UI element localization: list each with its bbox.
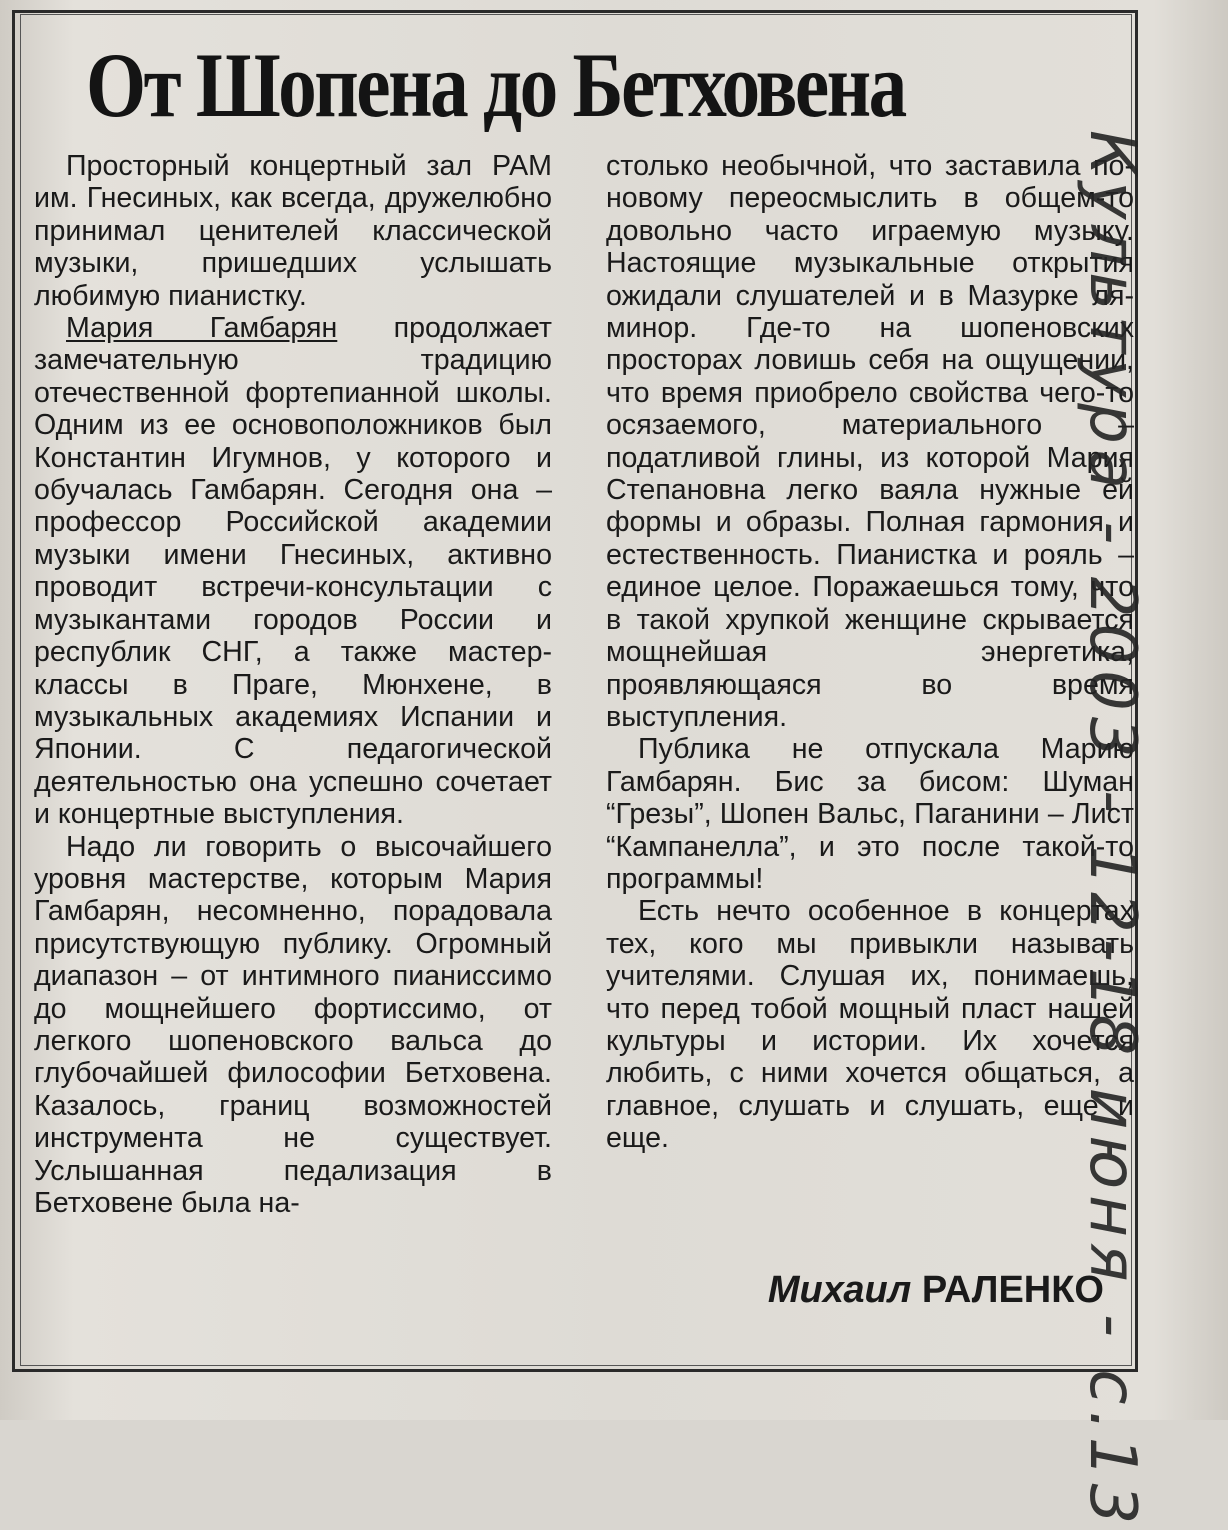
- paragraph-biography: [34, 312, 552, 831]
- article-headline: От Шопена до Бетховена: [86, 34, 905, 136]
- paragraph-biography-text: продолжает замечательную традицию отечественной фортепианной школы. Одним из ее основоположников был Константин Игумнов, у которого и обучалась Гамбарян. Сегодня она – профессор Российской академии музыки имени Гнесиных, активно проводит встречи-консультации с музыкантами городов России и республик СНГ, а также мастер-классы в Праге, Мюнхене, в музыкальных академиях Испании и Японии. С педагогической деятельностью она успешно сочетает и концертные выступления.: [34, 312, 552, 831]
- handwritten-source-note: Культура - 2003 - 12-18 июня - с.13: [1075, 130, 1149, 1530]
- paragraph-mastery: Надо ли говорить о высочайшего уровня мастерстве, которым Мария Гамбарян, несомненно, порадовала присутствующую публику. Огромный диапазон – от интимного пианиссимо до мощнейшего фортиссимо, от легкого шопеновского вальса до глубочайшей философии Бетховена. Казалось, границ возможностей инструмента не существует. Услышанная педализация в Бетховене была на-: [34, 830, 552, 1219]
- paragraph-encores: Публика не отпускала Марию Гамбарян. Бис за бисом: Шуман “Грезы”, Шопен Вальс, Паганини – Лист “Кампанелла”, и это после такой-то программы!: [606, 733, 1134, 895]
- left-column: [34, 150, 552, 1219]
- author-surname: РАЛЕНКО: [921, 1269, 1104, 1311]
- paragraph-closing: Есть нечто особенное в концертах тех, кого мы привыкли называть учителями. Слушая их, понимаешь, что перед тобой мощный пласт нашей культуры и истории. Их хочется любить, с ними хочется общаться, а главное, слушать и слушать, еще и еще.: [606, 895, 1134, 1155]
- author-first-name: Михаил: [767, 1269, 912, 1311]
- underlined-name: Мария Гамбарян: [66, 312, 338, 345]
- author-byline: [0, 1270, 1138, 1310]
- paragraph-continuation: столько необычной, что заставила по-новому переосмыслить в общем-то довольно часто играемую музыку. Настоящие музыкальные открытия ожидали слушателей и в Мазурке ля-минор. Где-то на шопеновских просторах ловишь себя на ощущении, что время приобрело свойства чего-то осязаемого, материального – податливой глины, из которой Мария Степановна легко ваяла нужные ей формы и образы. Полная гармония и естественность. Пианистка и рояль – единое целое. Поражаешься тому, что в такой хрупкой женщине скрывается мощнейшая энергетика, проявляющаяся во время выступления.: [606, 150, 1134, 733]
- paragraph-intro: Просторный концертный зал РАМ им. Гнесиных, как всегда, дружелюбно принимал ценителей классической музыки, пришедших услышать любимую пианистку.: [34, 150, 552, 312]
